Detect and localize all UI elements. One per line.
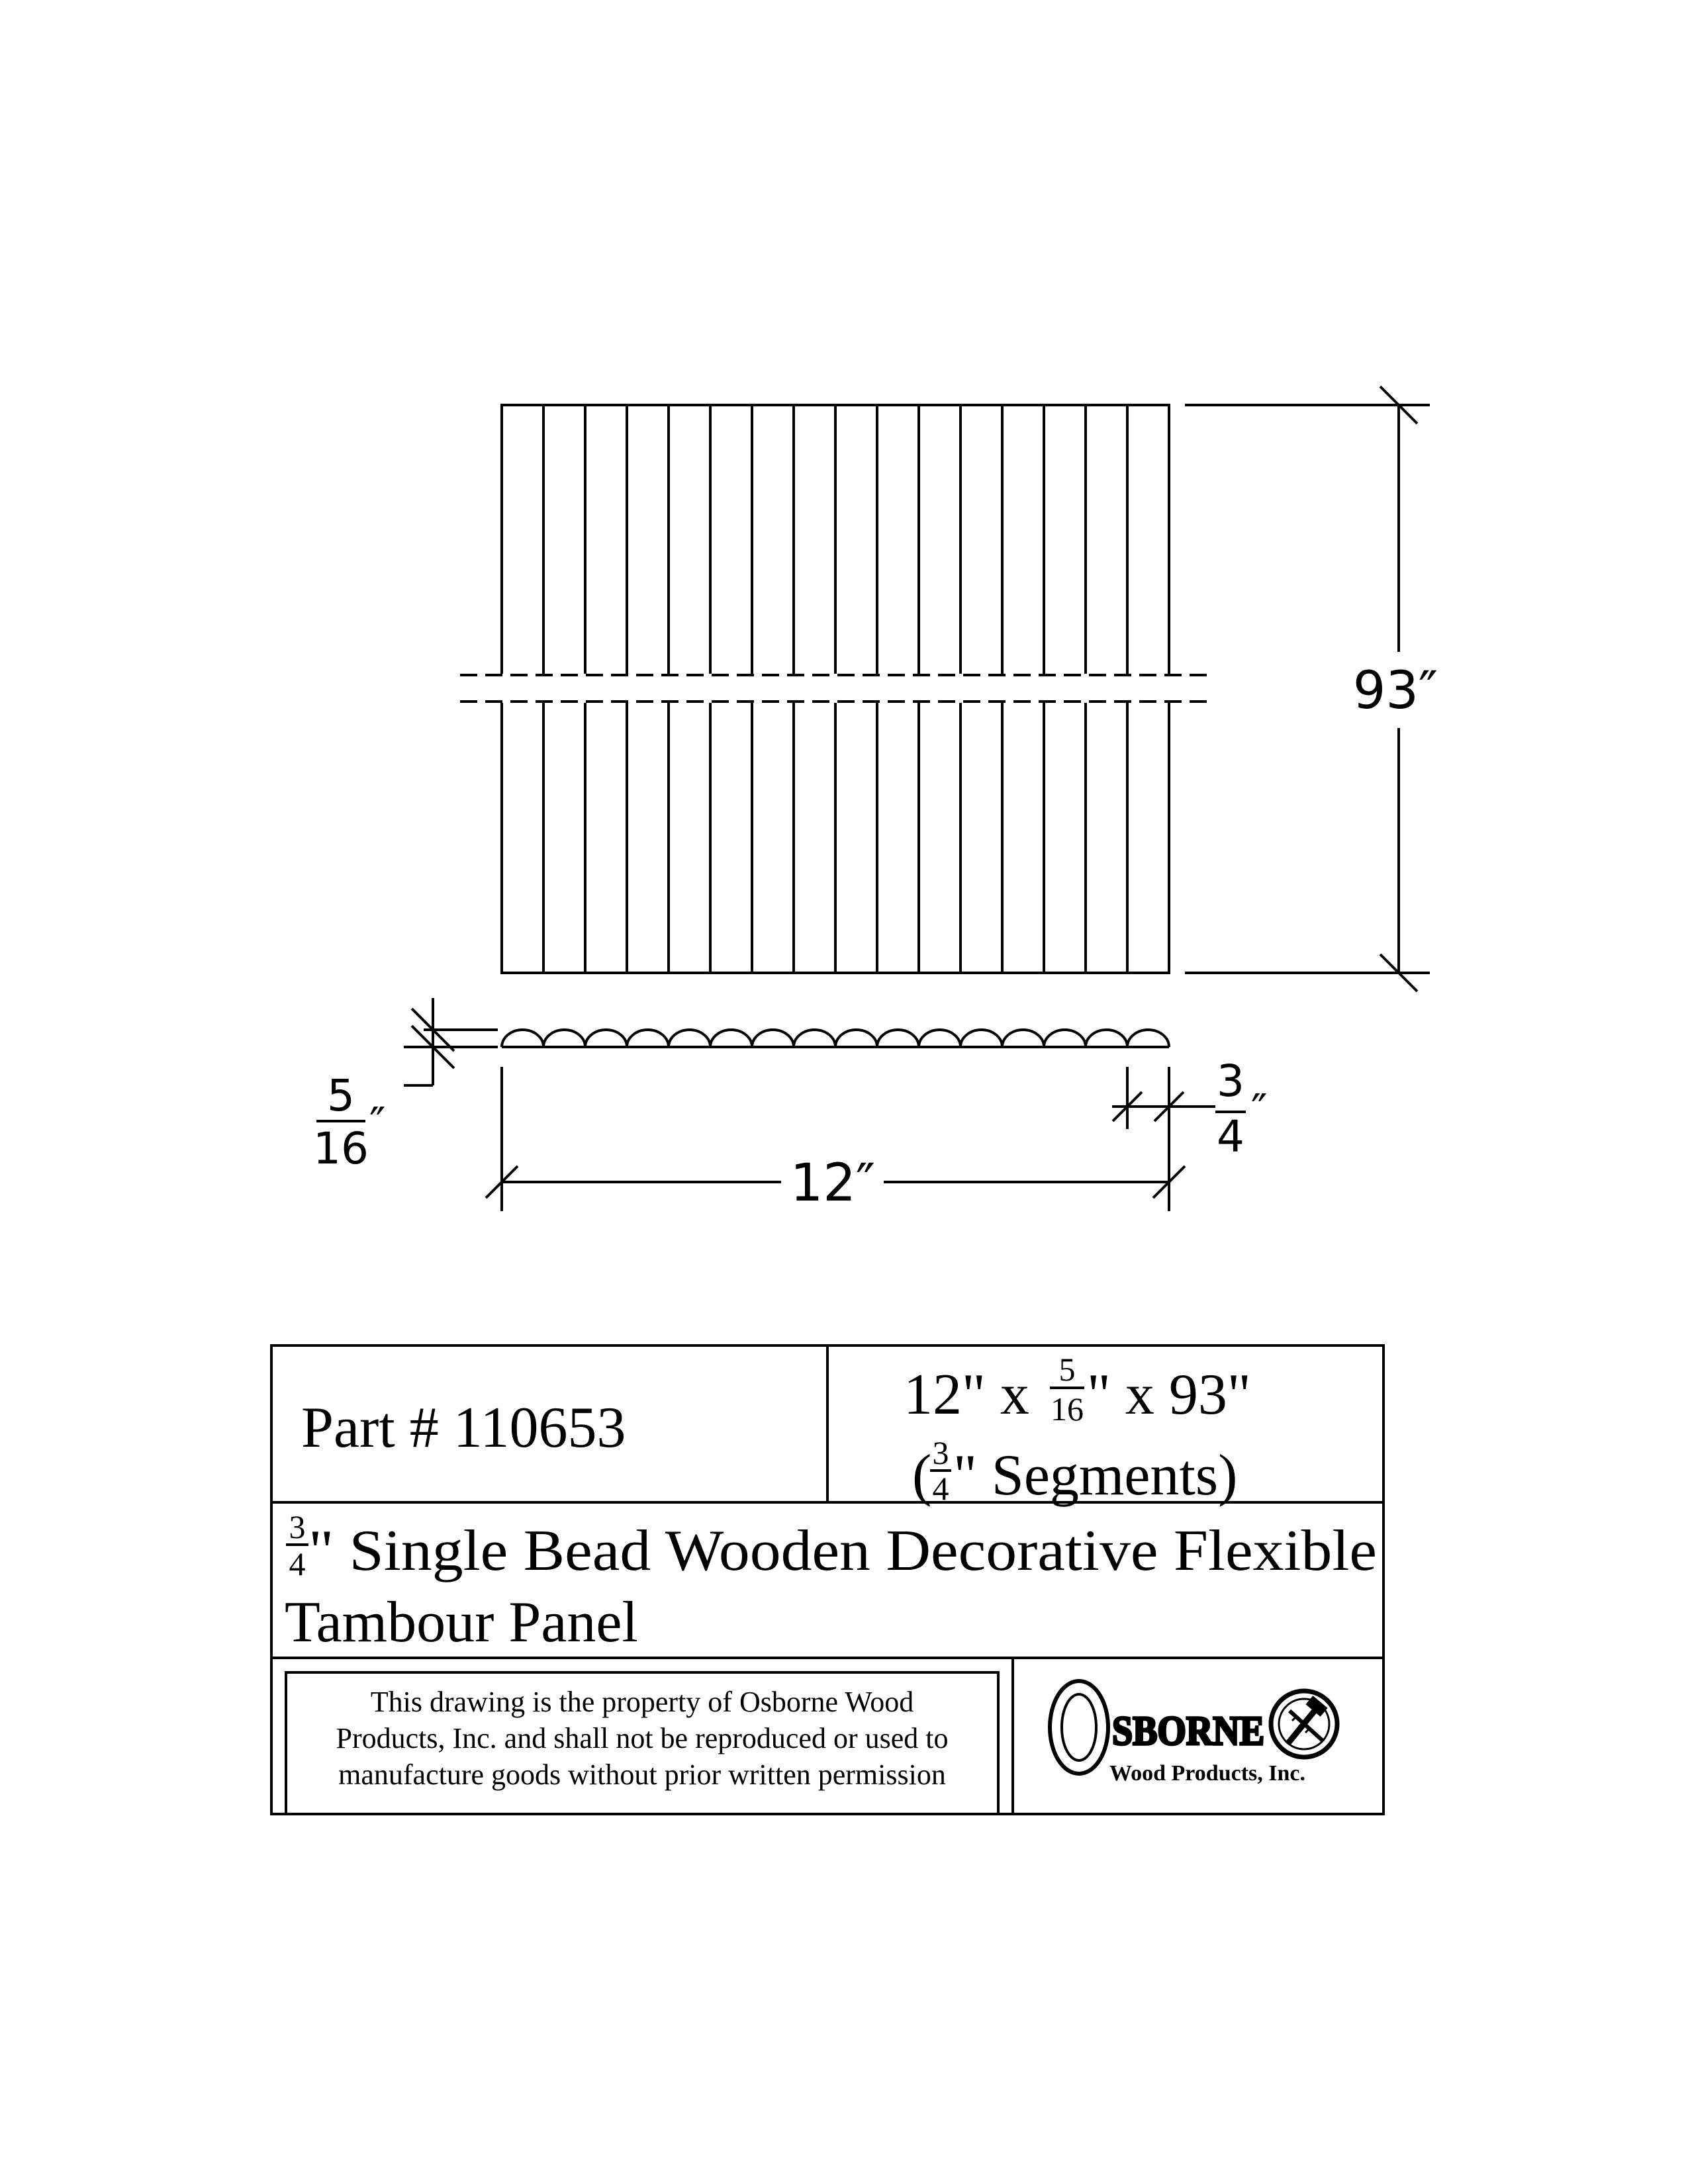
thickness-inch-mark: ″	[369, 1098, 386, 1149]
bead-profile-curve	[502, 1030, 1169, 1047]
notice-line-3: manufacture goods without prior written permission	[338, 1758, 946, 1791]
osborne-logo	[1050, 1681, 1337, 1786]
segment-fraction-denominator: 4	[932, 1470, 949, 1507]
segment-denominator: 4	[1217, 1111, 1244, 1162]
description-fraction-numerator: 3	[289, 1508, 306, 1545]
size-fraction-numerator: 5	[1058, 1351, 1076, 1388]
thickness-denominator: 16	[313, 1123, 369, 1174]
thickness-numerator: 5	[327, 1070, 355, 1121]
lower-slat-lines	[543, 703, 1127, 973]
size-suffix: " x 93"	[1087, 1363, 1251, 1427]
description-line-2: Tambour Panel	[285, 1590, 638, 1655]
logo-name: SBORNE	[1112, 1709, 1264, 1754]
panel-front-view	[460, 405, 1215, 973]
segment-text: " Segments)	[953, 1443, 1238, 1508]
height-dimension-label: 93″	[1352, 661, 1438, 721]
size-fraction-denominator: 16	[1051, 1390, 1084, 1428]
hammer-saw-emblem-icon	[1271, 1691, 1337, 1757]
description-fraction-denominator: 4	[289, 1545, 306, 1582]
segment-inch-mark: ″	[1251, 1085, 1268, 1136]
segment-numerator: 3	[1217, 1056, 1244, 1107]
logo-tagline: Wood Products, Inc.	[1109, 1761, 1305, 1786]
size-prefix: 12" x	[904, 1363, 1029, 1427]
segment-open-paren: (	[912, 1443, 932, 1508]
upper-slat-lines	[543, 405, 1127, 674]
notice-line-1: This drawing is the property of Osborne Wood	[370, 1686, 914, 1718]
edge-profile	[502, 1030, 1169, 1047]
segment-fraction-numerator: 3	[932, 1434, 949, 1471]
width-dimension-label: 12″	[790, 1154, 876, 1213]
notice-line-2: Products, Inc. and shall not be reproduced or used to	[336, 1722, 949, 1754]
description-line-1: " Single Bead Wooden Decorative Flexible	[308, 1519, 1377, 1583]
part-number: Part # 110653	[301, 1396, 626, 1460]
